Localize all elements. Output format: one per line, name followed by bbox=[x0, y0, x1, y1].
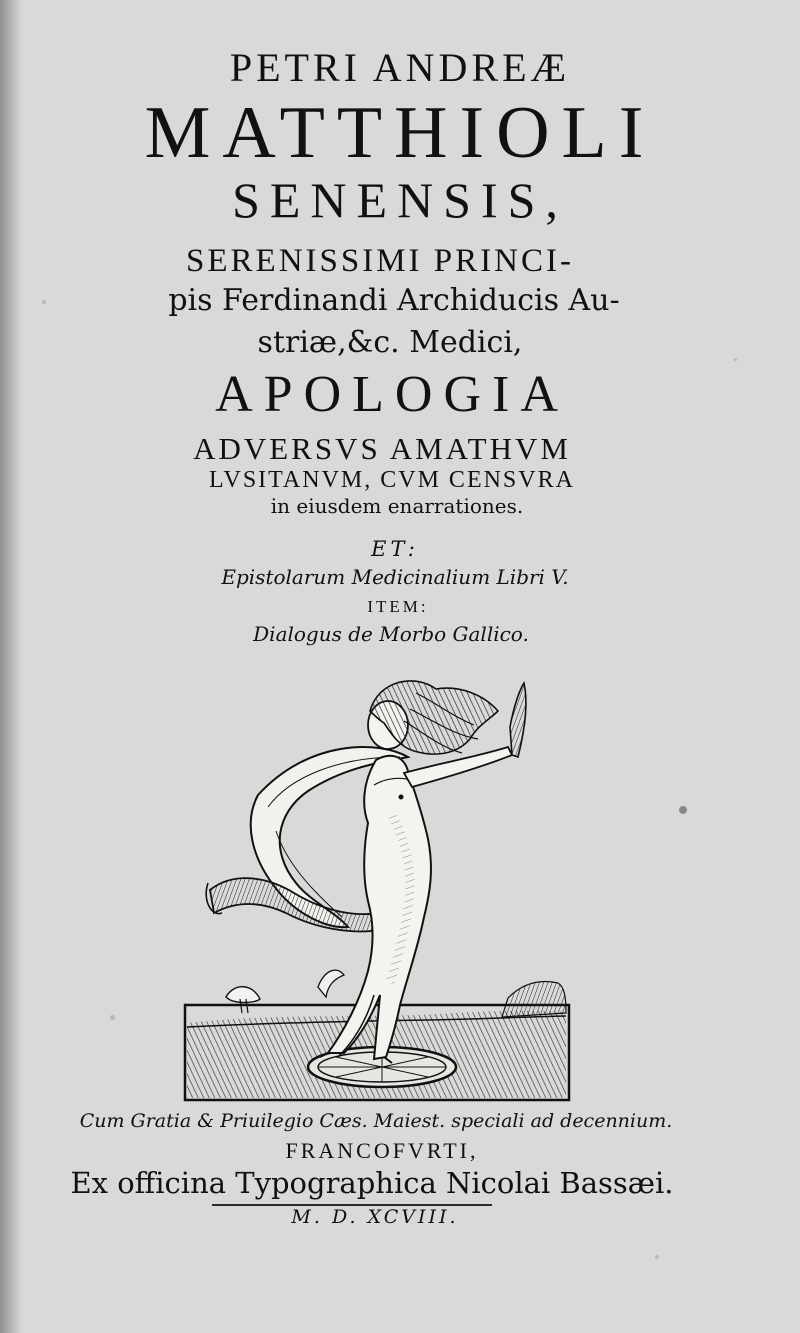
work-subtitle-2: LVSITANVM, CVM CENSVRA bbox=[209, 467, 575, 493]
paper-speckle bbox=[679, 806, 687, 814]
imprint-printer: Ex officina Typographica Nicolai Bassæi. bbox=[70, 1166, 674, 1200]
author-origin: SENENSIS, bbox=[232, 172, 568, 228]
contents-epistolarum: Epistolarum Medicinalium Libri V. bbox=[221, 565, 569, 589]
paper-speckle bbox=[734, 358, 737, 361]
author-surname: MATTHIOLI bbox=[144, 92, 656, 174]
imprint-year: M. D. XCVIII. bbox=[291, 1206, 459, 1228]
paper-speckle bbox=[655, 1255, 659, 1259]
paper-speckle bbox=[110, 1015, 115, 1020]
author-firstnames: PETRI ANDREÆ bbox=[229, 45, 571, 90]
work-subtitle-1: ADVERSVS AMATHVM bbox=[193, 431, 571, 466]
work-title: APOLOGIA bbox=[215, 366, 569, 423]
contents-item: ITEM: bbox=[367, 597, 429, 616]
contents-et: ET: bbox=[371, 537, 419, 561]
patron-line: SERENISSIMI PRINCI- bbox=[186, 243, 574, 279]
work-subtitle-3: in eiusdem enarrationes. bbox=[270, 494, 524, 518]
contents-dialogus: Dialogus de Morbo Gallico. bbox=[253, 622, 529, 646]
imprint-city: FRANCOFVRTI, bbox=[285, 1138, 479, 1163]
patron-line-2: pis Ferdinandi Archiducis Au- bbox=[168, 283, 620, 318]
fortuna-woodcut-illustration bbox=[178, 665, 576, 1102]
imprint-privilege: Cum Gratia & Priuilegio Cæs. Maiest. speciali ad decennium. bbox=[79, 1110, 673, 1132]
patron-line-3: striæ,&c. Medici, bbox=[257, 325, 523, 360]
